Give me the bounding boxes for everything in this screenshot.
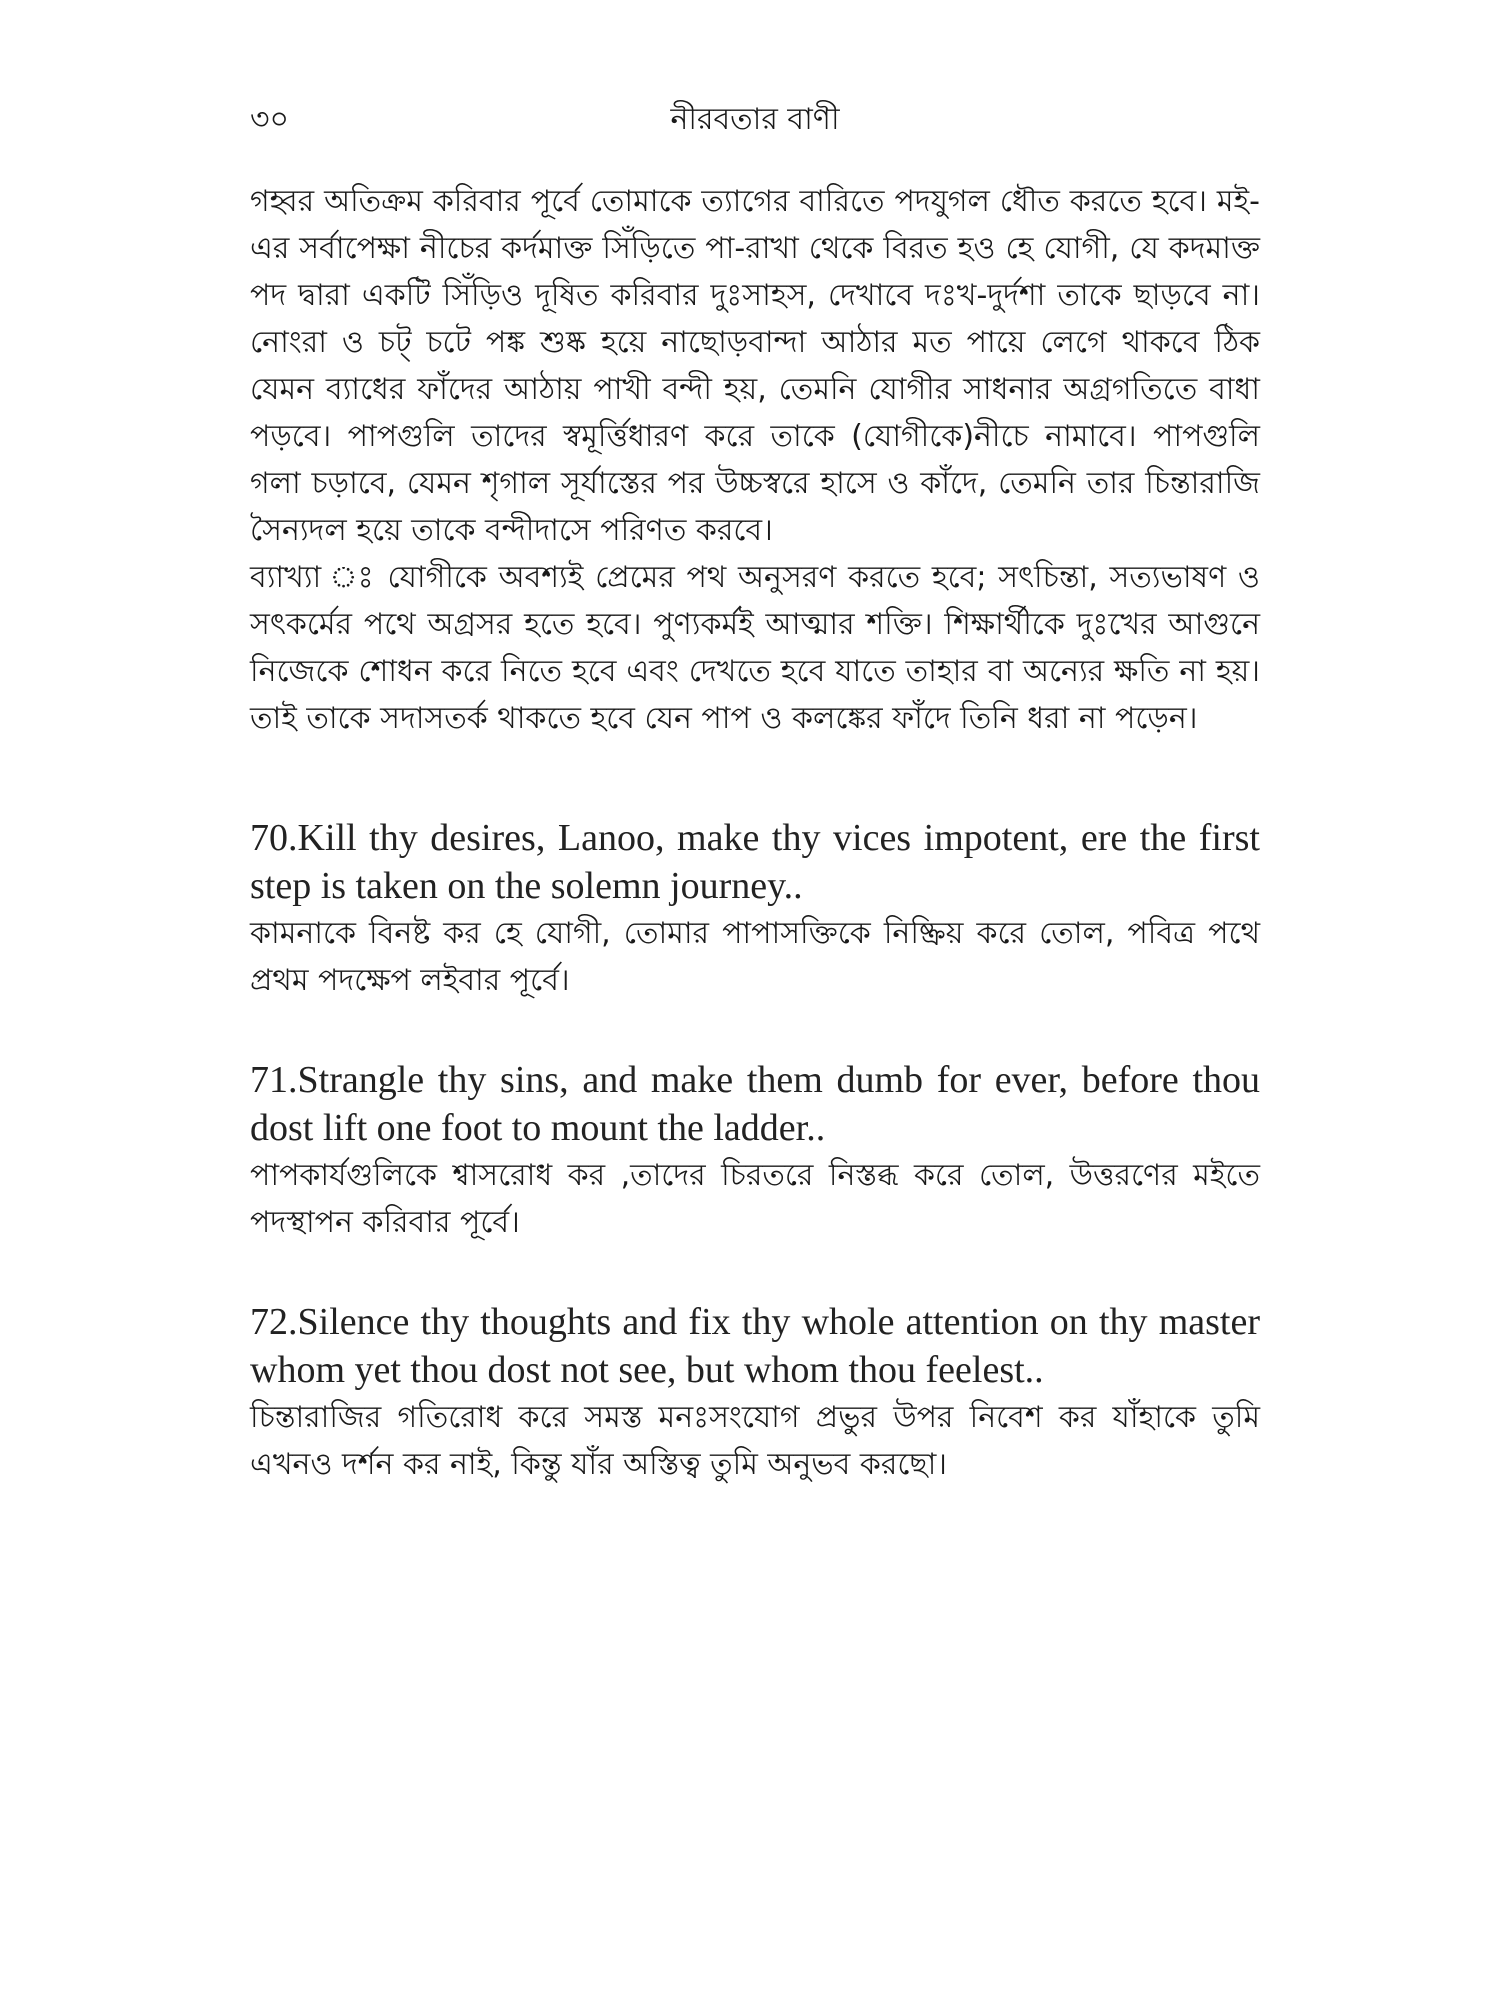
verse-english: 71.Strangle thy sins, and make them dumb for ever, before thou dost lift one foot to mount the ladder.. [250, 1059, 1260, 1149]
intro-paragraph: গহ্বর অতিক্রম করিবার পূর্বে তোমাকে ত্যাগের বারিতে পদযুগল ধৌত করতে হবে। মই-এর সর্বাপেক্ষা নীচের কর্দমাক্ত সিঁড়িতে পা-রাখা থেকে বিরত হও হে যোগী, যে কদমাক্ত পদ দ্বারা একটি সিঁড়িও দূষিত করিবার দুঃসাহস, দেখাবে দঃখ-দুর্দশা তাকে ছাড়বে না। নোংরা ও চট্‌ চটে পঙ্ক শুষ্ক হয়ে নাছোড়বান্দা আঠার মত পায়ে লেগে থাকবে ঠিক যেমন ব্যাধের ফাঁদের আঠায় পাখী বন্দী হয়, তেমনি যোগীর সাধনার অগ্রগতিতে বাধা পড়বে। পাপগুলি তাদের স্বমূর্ত্তিধারণ করে তাকে (যোগীকে)নীচে নামাবে। পাপগুলি গলা চড়াবে, যেমন শৃগাল সূর্যাস্তের পর উচ্চস্বরে হাসে ও কাঁদে, তেমনি তার চিন্তারাজি সৈন্যদল হয়ে তাকে বন্দীদাসে পরিণত করবে। [250, 184, 1260, 548]
verse-bengali: পাপকার্যগুলিকে শ্বাসরোধ কর ,তাদের চিরতরে নিস্তব্ধ করে তোল, উত্তরণের মইতে পদস্থাপন করিবার পূর্বে। [250, 1158, 1260, 1240]
verse-71 [250, 1056, 1260, 1246]
verse-english: 70.Kill thy desires, Lanoo, make thy vices impotent, ere the first step is taken on the solemn journey.. [250, 817, 1260, 907]
verse-70 [250, 814, 1260, 1004]
verse-bengali: কামনাকে বিনষ্ট কর হে যোগী, তোমার পাপাসক্তিকে নিষ্ক্রিয় করে তোল, পবিত্র পথে প্রথম পদক্ষেপ লইবার পূর্বে। [250, 916, 1260, 998]
verse-english: 72.Silence thy thoughts and fix thy whole attention on thy master whom yet thou dost not see, but whom thou feelest.. [250, 1301, 1260, 1391]
verse-72 [250, 1298, 1260, 1488]
running-title: নীরবতার বাণী [670, 102, 840, 137]
page-header [250, 100, 1260, 160]
verse-bengali: চিন্তারাজির গতিরোধ করে সমস্ত মনঃসংযোগ প্রভুর উপর নিবেশ কর যাঁহাকে তুমি এখনও দর্শন কর নাই, কিন্তু যাঁর অস্তিত্ব তুমি অনুভব করছো। [250, 1400, 1260, 1482]
page-number: ৩০ [250, 102, 290, 137]
explanation-label: ব্যাখ্যা ঃ [250, 560, 376, 595]
explanation-text: যোগীকে অবশ্যই প্রেমের পথ অনুসরণ করতে হবে; সৎচিন্তা, সত্যভাষণ ও সৎকর্মের পথে অগ্রসর হতে হবে। পুণ্যকর্মই আত্মার শক্তি। শিক্ষার্থীকে দুঃখের আগুনে নিজেকে শোধন করে নিতে হবে এবং দেখতে হবে যাতে তাহার বা অন্যের ক্ষতি না হয়। তাই তাকে সদাসতর্ক থাকতে হবে যেন পাপ ও কলঙ্কের ফাঁদে তিনি ধরা না পড়েন। [250, 560, 1260, 736]
page-content [250, 178, 1260, 1488]
explanation-paragraph [250, 554, 1260, 742]
